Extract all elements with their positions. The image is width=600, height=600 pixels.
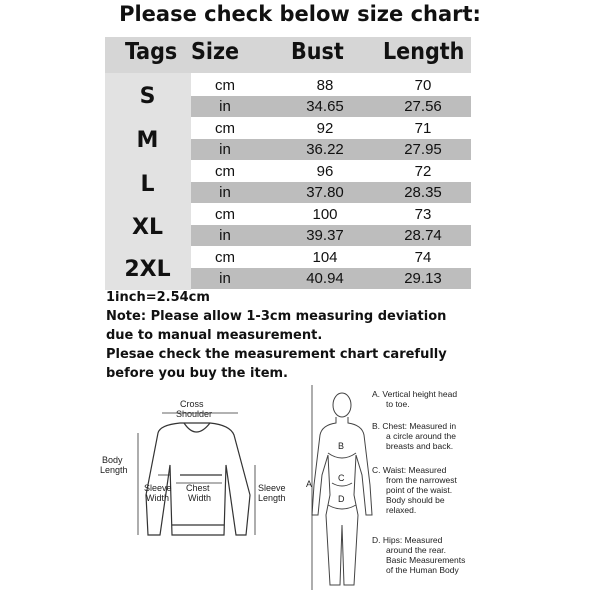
legend-a-1: A. Vertical height head	[372, 389, 458, 399]
legend-d-2: around the rear.	[386, 545, 447, 555]
length-cell: 73	[414, 206, 432, 223]
legend-c-3: point of the waist.	[386, 485, 453, 495]
length-cell: 71	[414, 120, 432, 137]
length-cell: 28.74	[404, 227, 442, 244]
length-cell: 74	[414, 249, 432, 266]
body-length-label-1: Body	[102, 455, 123, 465]
sleeve-width-label-2: Width	[146, 493, 170, 503]
legend-d-4: of the Human Body	[386, 565, 459, 575]
table-row	[191, 161, 471, 182]
body-length-label-2: Length	[100, 465, 128, 475]
header-bust: Bust	[291, 39, 344, 65]
unit-cell: in	[219, 270, 231, 287]
length-cell: 72	[414, 163, 432, 180]
sleeve-length-label-2: Length	[258, 493, 286, 503]
measurement-diagram	[100, 385, 600, 600]
sleeve-length-label-1: Sleeve	[258, 483, 286, 493]
table-row	[191, 204, 471, 225]
header-size: Size	[191, 39, 240, 65]
tag-s: S	[139, 84, 156, 109]
page-title: Please check below size chart:	[119, 2, 481, 26]
shirt-illustration	[146, 423, 250, 535]
bust-cell: 34.65	[306, 98, 344, 115]
bust-cell: 104	[312, 249, 338, 266]
header-tags: Tags	[125, 39, 178, 65]
legend-b-2: a circle around the	[386, 431, 456, 441]
unit-cell: in	[219, 141, 231, 158]
unit-cell: in	[219, 184, 231, 201]
measurement-legend	[372, 389, 465, 575]
sleeve-width-label-1: Sleeve	[144, 483, 172, 493]
table-row	[191, 118, 471, 139]
bust-cell: 100	[312, 206, 338, 223]
letter-b: B	[338, 441, 345, 451]
unit-cell: cm	[215, 77, 235, 94]
size-chart-table	[105, 37, 471, 290]
table-row	[191, 268, 471, 289]
length-cell: 28.35	[404, 184, 442, 201]
legend-c-5: relaxed.	[386, 505, 417, 515]
legend-c-2: from the narrowest	[386, 475, 457, 485]
note-line-4: before you buy the item.	[106, 366, 288, 381]
legend-b-3: breasts and back.	[386, 441, 454, 451]
length-cell: 27.95	[404, 141, 442, 158]
letter-d: D	[338, 494, 345, 504]
unit-cell: cm	[215, 206, 235, 223]
table-row	[191, 75, 471, 96]
letter-c: C	[338, 473, 345, 483]
tag-2xl: 2XL	[124, 257, 171, 282]
chest-width-label-1: Chest	[186, 483, 210, 493]
legend-d-1: D. Hips: Measured	[372, 535, 443, 545]
table-row	[191, 96, 471, 117]
length-cell: 29.13	[404, 270, 442, 287]
human-body-illustration	[312, 393, 372, 585]
chest-width-label-2: Width	[188, 493, 212, 503]
bust-cell: 36.22	[306, 141, 344, 158]
unit-cell: cm	[215, 163, 235, 180]
bust-cell: 37.80	[306, 184, 344, 201]
shirt-dimension-lines	[138, 413, 255, 535]
note-line-2: due to manual measurement.	[106, 328, 323, 343]
legend-a-2: to toe.	[386, 399, 410, 409]
bust-cell: 88	[316, 77, 334, 94]
table-row	[191, 225, 471, 246]
letter-a: A	[306, 479, 313, 489]
bust-cell: 40.94	[306, 270, 344, 287]
note-line-3: Plesae check the measurement chart carefully	[106, 347, 447, 362]
table-header	[105, 37, 471, 73]
length-cell: 70	[414, 77, 432, 94]
unit-cell: in	[219, 227, 231, 244]
length-cell: 27.56	[404, 98, 442, 115]
cross-label-1: Cross	[180, 399, 204, 409]
tag-xl: XL	[132, 215, 163, 240]
bust-cell: 39.37	[306, 227, 344, 244]
cross-label-2: Shoulder	[176, 409, 213, 419]
bust-cell: 92	[316, 120, 334, 137]
header-length: Length	[383, 39, 465, 65]
tag-m: M	[136, 128, 159, 153]
unit-cell: cm	[215, 249, 235, 266]
unit-cell: in	[219, 98, 231, 115]
legend-c-4: Body should be	[386, 495, 445, 505]
tag-l: L	[140, 172, 155, 197]
legend-b-1: B. Chest: Measured in	[372, 421, 457, 431]
legend-c-1: C. Waist: Measured	[372, 465, 447, 475]
note-line-1: Note: Please allow 1-3cm measuring deviation	[106, 309, 447, 324]
table-row	[191, 139, 471, 160]
table-row	[191, 182, 471, 203]
legend-d-3: Basic Measurements	[386, 555, 466, 565]
conversion-note: 1inch=2.54cm	[106, 290, 210, 305]
bust-cell: 96	[316, 163, 334, 180]
unit-cell: cm	[215, 120, 235, 137]
table-row	[191, 247, 471, 268]
